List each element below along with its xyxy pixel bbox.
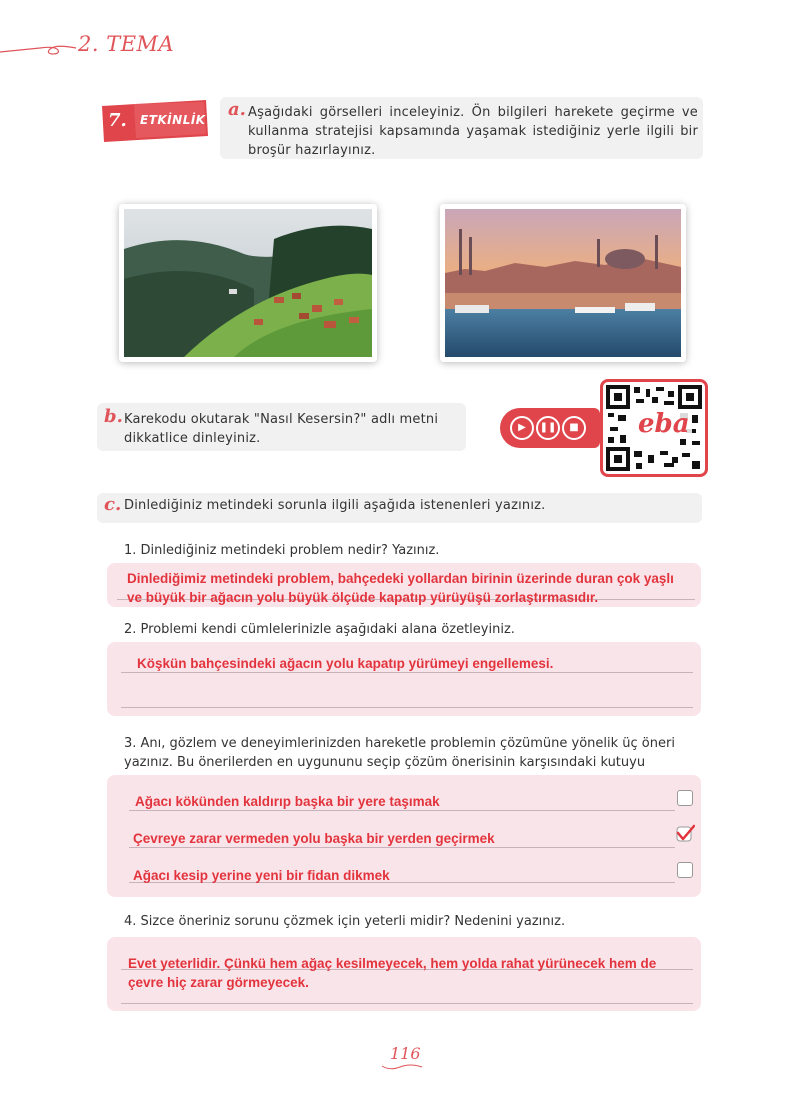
answer-line (121, 707, 693, 708)
activity-badge (98, 98, 210, 144)
option-1-checkbox[interactable] (677, 790, 693, 806)
play-icon[interactable]: ▶ (510, 416, 534, 440)
option-2-text: Çevreye zarar vermeden yolu başka bir yerden geçirmek (133, 831, 495, 846)
answer-line (121, 1003, 693, 1004)
answer-line (129, 847, 675, 848)
section-a-letter: a. (228, 99, 246, 120)
answer-3-box (107, 775, 701, 897)
answer-1-box[interactable] (107, 563, 701, 607)
answer-4-box[interactable] (107, 937, 701, 1011)
activity-label: ETKİNLİK (140, 113, 206, 127)
section-b-text: Karekodu okutarak "Nasıl Kesersin?" adlı metni dikkatlice dinleyiniz. (124, 412, 439, 446)
checkmark-icon (675, 823, 695, 843)
section-c-letter: c. (104, 494, 122, 515)
photo-istanbul (440, 204, 686, 362)
theme-title: 2. TEMA (78, 32, 175, 56)
option-3-text: Ağacı kesip yerine yeni bir fidan dikmek (133, 868, 390, 883)
option-3-checkbox[interactable] (677, 862, 693, 878)
answer-line (121, 672, 693, 673)
activity-number: 7. (108, 110, 127, 131)
answer-2-text: Köşkün bahçesindeki ağacın yolu kapatıp yürümeyi engellemesi. (137, 656, 554, 671)
stop-icon[interactable]: ■ (562, 416, 586, 440)
header-decoration (0, 38, 80, 62)
answer-4-text: Evet yeterlidir. Çünkü hem ağaç kesilmeyecek, hem yolda rahat yürünecek hem de çevre hiç zarar görmeyecek. (128, 956, 657, 990)
question-2: 2. Problemi kendi cümlelerinizle aşağıdaki alana özetleyiniz. (124, 622, 515, 637)
question-4: 4. Sizce öneriniz sorunu çözmek için yeterli midir? Nedenini yazınız. (124, 914, 566, 929)
section-c-text: Dinlediğiniz metindeki sorunla ilgili aşağıda istenenleri yazınız. (124, 498, 546, 513)
answer-line (129, 810, 675, 811)
section-a-text: Aşağıdaki görselleri inceleyiniz. Ön bilgileri harekete geçirme ve kullanma stratejisi kapsamında yaşamak istediğiniz yerle ilgili bir broşür hazırlayınız. (248, 105, 698, 158)
page-number: 116 (390, 1044, 421, 1063)
photo-mountain-village (119, 204, 377, 362)
question-3: 3. Anı, gözlem ve deneyimlerinizden hareketle problemin çözümüne yönelik üç öneri yazınız. Bu önerilerden en uygununu seçip çözüm önerisinin karşısındaki kutuyu (124, 736, 675, 770)
option-1-text: Ağacı kökünden kaldırıp başka bir yere taşımak (135, 794, 440, 809)
audio-player (500, 408, 600, 448)
eba-logo: eba (638, 409, 690, 439)
section-b-letter: b. (104, 406, 123, 427)
question-1: 1. Dinlediğiniz metindeki problem nedir? Yazınız. (124, 543, 440, 558)
answer-1-text: Dinlediğimiz metindeki problem, bahçedeki yollardan birinin üzerinde duran çok yaşlı ve büyük bir ağacın yolu büyük ölçüde kapatıp yürüyüşü zorlaştırmasıdır. (127, 571, 674, 605)
answer-2-box[interactable] (107, 642, 701, 716)
option-2-checkbox[interactable] (675, 823, 695, 843)
page-number-swirl (380, 1062, 424, 1072)
pause-icon[interactable]: ❚❚ (536, 416, 560, 440)
